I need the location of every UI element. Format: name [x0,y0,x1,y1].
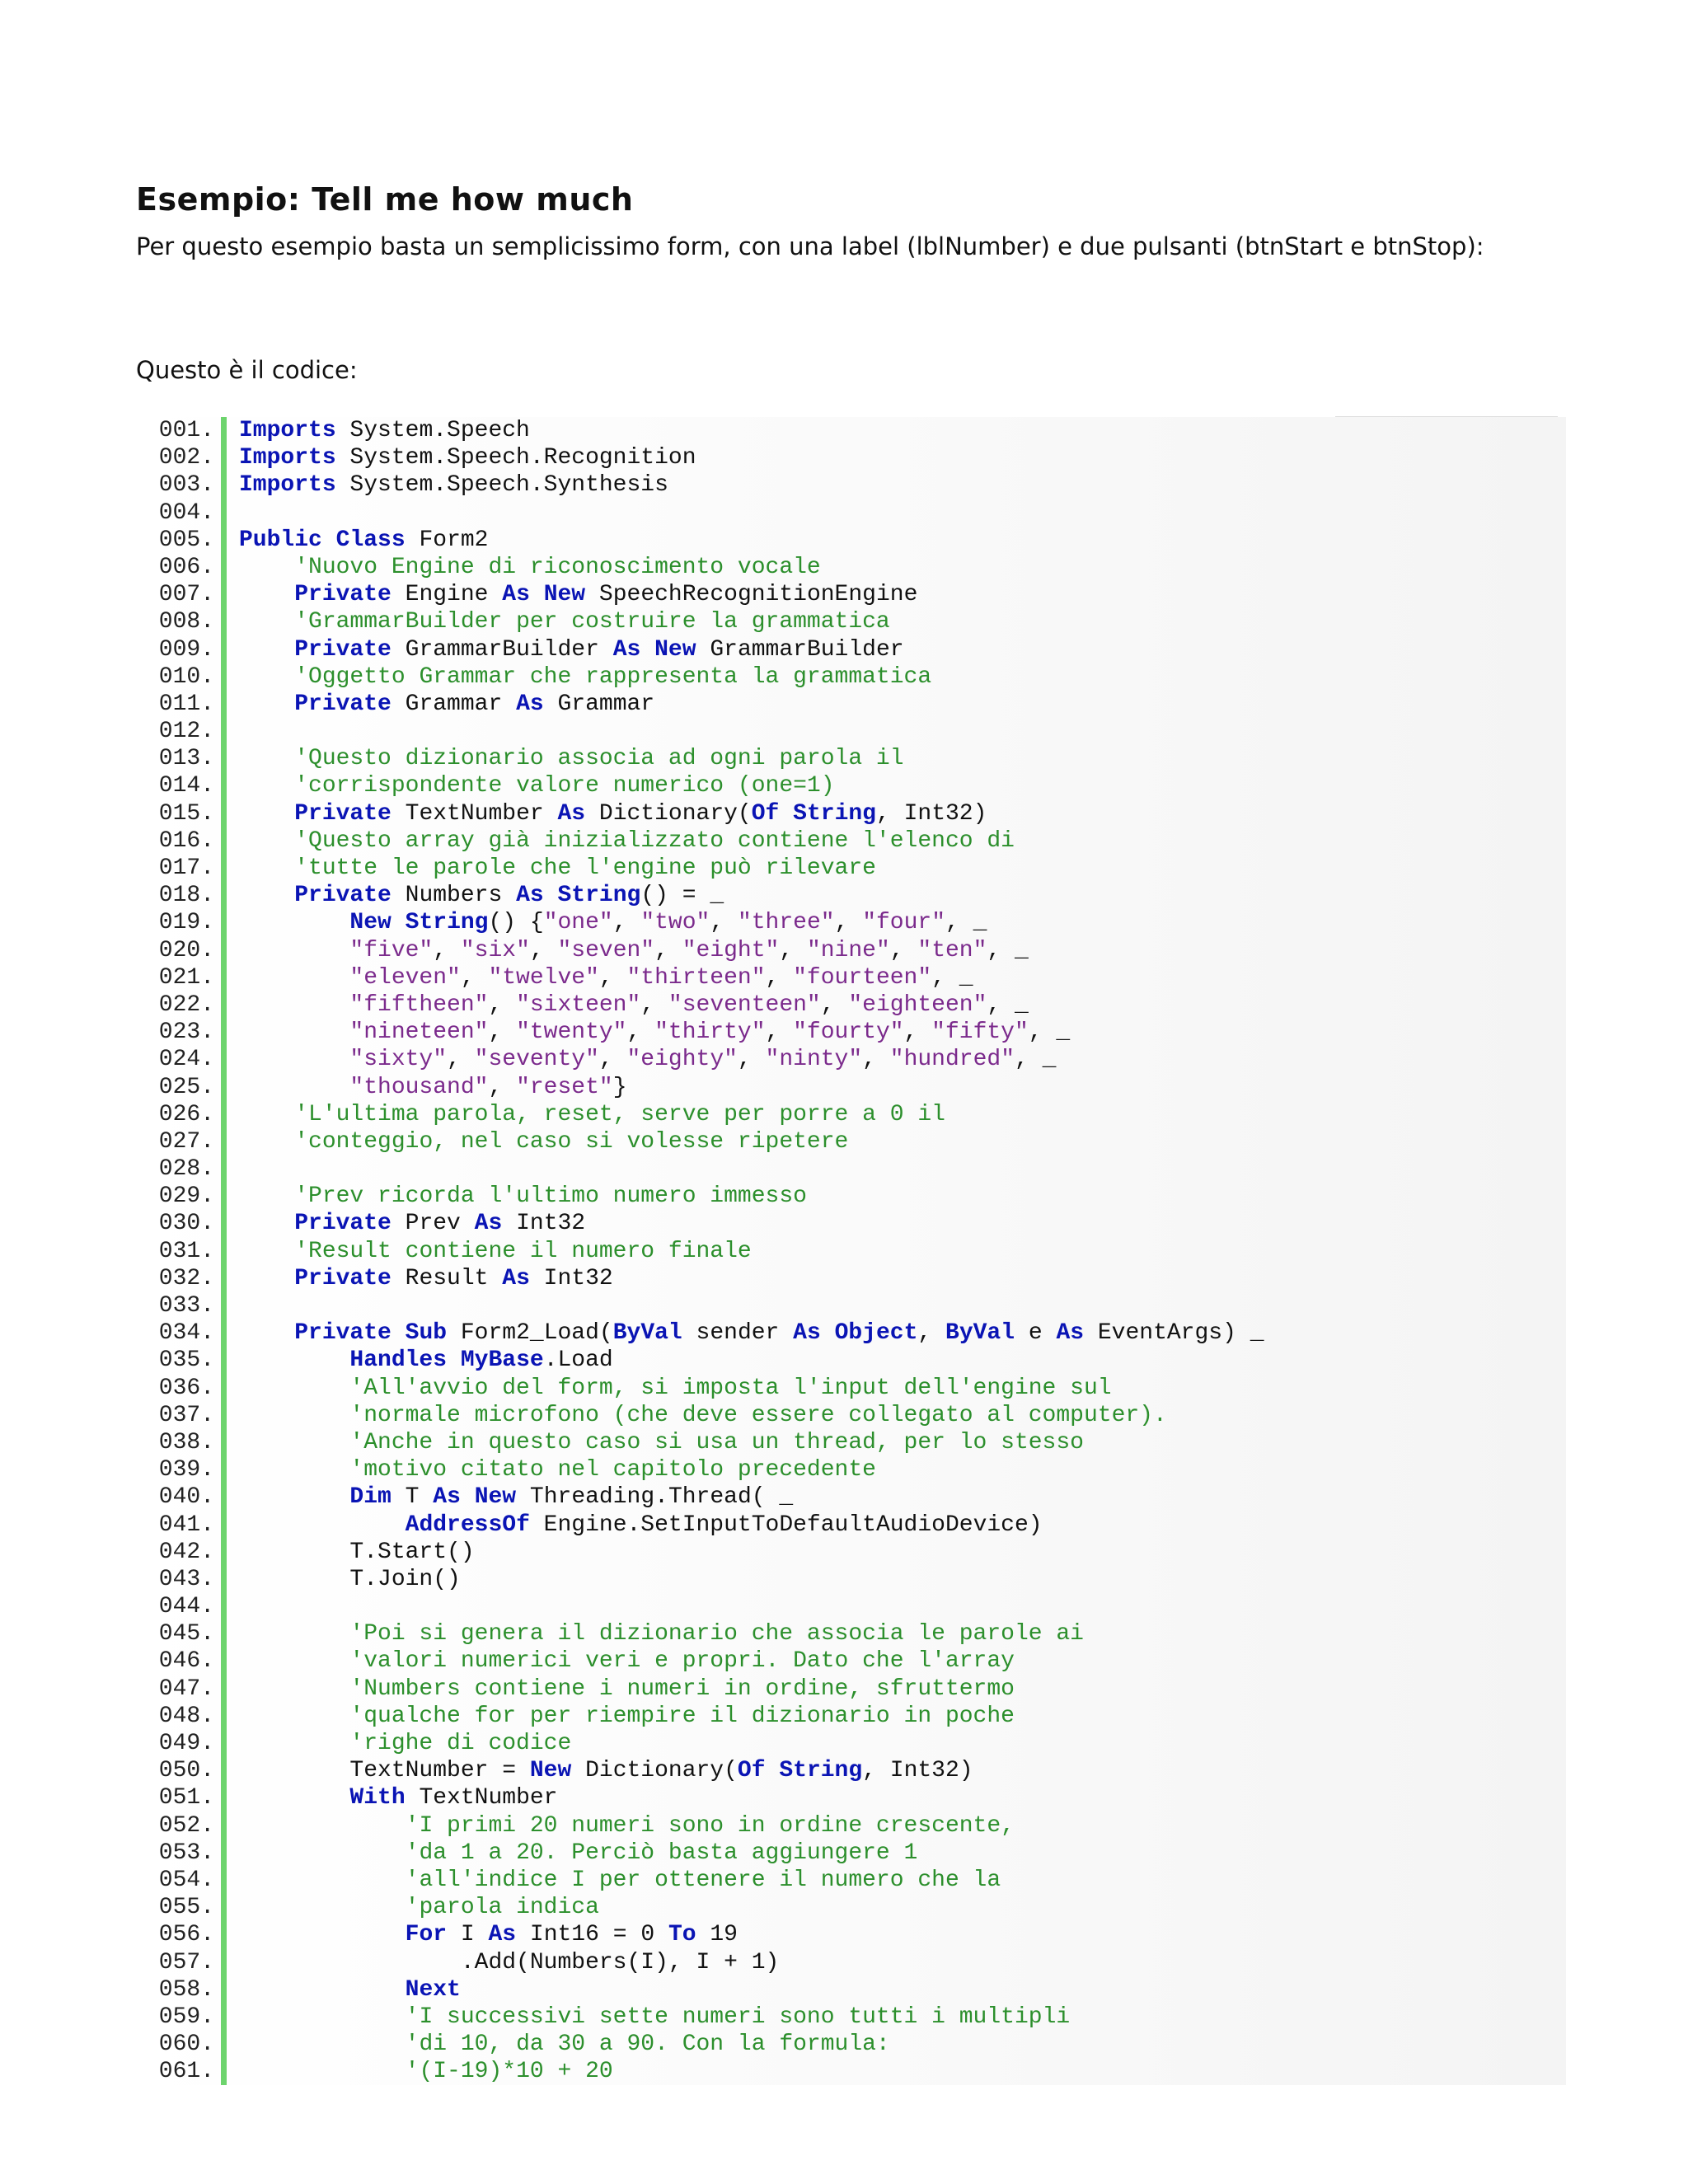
code-line [132,800,1566,827]
code-text: 'valori numerici veri e propri. Dato che l'array [349,1648,1015,1675]
code-line [132,1867,1566,1894]
code-text: 'All'avvio del form, si imposta l'input dell'engine sul [349,1375,1112,1401]
code-text: Imports System.Speech [239,418,530,443]
gutter-bar [221,1238,227,1265]
gutter-bar [221,1183,227,1210]
code-line [132,1128,1566,1155]
code-line [132,691,1566,718]
code-text: 'normale microfono (che deve essere collegato al computer). [349,1402,1167,1428]
line-number: 048. [158,1703,214,1729]
line-number: 044. [158,1594,214,1620]
code-text: Private Sub Form2_Load(ByVal sender As Object, ByVal e As EventArgs) _ [294,1320,1264,1347]
gutter-bar [221,471,227,499]
code-line [132,1812,1566,1840]
code-text: 'di 10, da 30 a 90. Con la formula: [405,2032,890,2058]
code-text: New String() {"one", "two", "three", "four", _ [349,910,987,936]
gutter-bar [221,1976,227,2004]
line-number: 021. [158,964,214,991]
line-number: 020. [158,937,214,963]
code-text: 'GrammarBuilder per costruire la grammatica [294,609,890,635]
line-number: 027. [158,1128,214,1155]
gutter-bar [221,855,227,882]
line-number: 022. [158,991,214,1018]
gutter-bar [221,718,227,745]
section-heading: Esempio: Tell me how much [136,181,634,218]
code-line [132,855,1566,882]
code-line [132,2031,1566,2058]
gutter-bar [221,1347,227,1374]
line-number: 015. [158,800,214,827]
code-text: "eleven", "twelve", "thirteen", "fourteen", _ [349,964,973,991]
line-number: 059. [158,2004,214,2030]
code-intro-text: Questo è il codice: [136,356,358,384]
gutter-bar [221,663,227,691]
line-number: 016. [158,827,214,854]
line-number: 014. [158,773,214,799]
code-line [132,608,1566,635]
line-number: 036. [158,1375,214,1401]
code-text: "sixty", "seventy", "eighty", "ninty", "hundred", _ [349,1047,1057,1073]
code-line [132,1647,1566,1675]
code-line [132,1511,1566,1539]
gutter-bar [221,417,227,444]
line-number: 012. [158,719,214,745]
line-number: 007. [158,582,214,608]
code-line [132,1593,1566,1620]
line-number: 028. [158,1156,214,1183]
code-line [132,554,1566,581]
code-text: Private Numbers As String() = _ [294,883,724,909]
code-text: "thousand", "reset"} [349,1074,627,1100]
gutter-bar [221,1292,227,1319]
line-number: 001. [158,418,214,443]
gutter-bar [221,745,227,772]
line-number: 009. [158,636,214,663]
line-number: 039. [158,1457,214,1483]
code-line [132,1840,1566,1867]
line-number: 025. [158,1074,214,1100]
line-number: 061. [158,2059,214,2085]
line-number: 056. [158,1922,214,1948]
code-text: 'tutte le parole che l'engine può rilevare [294,855,876,881]
line-number: 010. [158,663,214,690]
line-number: 053. [158,1840,214,1866]
code-listing [132,417,1566,2085]
gutter-bar [221,1046,227,1073]
line-number: 033. [158,1293,214,1319]
gutter-bar [221,554,227,581]
code-text: For I As Int16 = 0 To 19 [405,1922,738,1948]
code-text: 'righe di codice [349,1731,572,1756]
code-text: 'da 1 a 20. Perciò basta aggiungere 1 [405,1840,918,1866]
code-line [132,1238,1566,1265]
code-line [132,1730,1566,1757]
code-text: Private GrammarBuilder As New GrammarBuilder [294,636,904,663]
code-text: 'Nuovo Engine di riconoscimento vocale [294,554,821,580]
code-text: 'motivo citato nel capitolo precedente [349,1457,876,1483]
code-text: AddressOf Engine.SetInputToDefaultAudioDevice) [405,1511,1043,1538]
code-text: 'Questo dizionario associa ad ogni parola il [294,746,904,772]
code-line [132,1265,1566,1292]
line-number: 047. [158,1675,214,1702]
gutter-bar [221,1867,227,1894]
line-number: 013. [158,746,214,772]
code-text: Dim T As New Threading.Thread( _ [349,1484,794,1511]
gutter-bar [221,1566,227,1593]
code-line [132,1155,1566,1183]
gutter-bar [221,691,227,718]
line-number: 051. [158,1785,214,1811]
code-line [132,718,1566,745]
code-text: 'Prev ricorda l'ultimo numero immesso [294,1183,807,1210]
line-number: 018. [158,883,214,909]
code-line [132,2058,1566,2085]
gutter-bar [221,772,227,799]
code-line [132,1921,1566,1948]
line-number: 003. [158,472,214,499]
line-number: 046. [158,1648,214,1675]
gutter-bar [221,1730,227,1757]
code-line [132,745,1566,772]
code-text: Next [405,1976,461,2003]
code-text: 'Poi si genera il dizionario che associa le parole ai [349,1621,1084,1647]
code-text: TextNumber = New Dictionary(Of String, Int32) [239,1758,973,1784]
gutter-bar [221,1375,227,1402]
gutter-bar [221,608,227,635]
line-number: 058. [158,1976,214,2003]
code-text: 'all'indice I per ottenere il numero che la [405,1867,1001,1893]
line-number: 008. [158,609,214,635]
code-text: 'Numbers contiene i numeri in ordine, sfruttermo [349,1675,1015,1702]
line-number: 031. [158,1238,214,1264]
line-number: 032. [158,1265,214,1291]
code-text: 'conteggio, nel caso si volesse ripetere [294,1128,849,1155]
code-text: Private TextNumber As Dictionary(Of String, Int32) [294,800,987,827]
gutter-bar [221,1675,227,1703]
line-number: 037. [158,1402,214,1428]
code-text: 'I successivi sette numeri sono tutti i multipli [405,2004,1071,2030]
code-line [132,636,1566,663]
code-text: "five", "six", "seven", "eight", "nine", "ten", _ [349,937,1029,963]
code-text: T.Join() [239,1566,461,1592]
gutter-bar [221,1155,227,1183]
line-number: 017. [158,855,214,881]
line-number: 026. [158,1101,214,1127]
code-line [132,1784,1566,1811]
code-line [132,827,1566,855]
line-number: 043. [158,1566,214,1592]
code-line [132,1703,1566,1730]
line-number: 019. [158,910,214,936]
line-number: 049. [158,1731,214,1756]
code-line [132,1483,1566,1511]
gutter-bar [221,1265,227,1292]
code-line [132,1074,1566,1101]
gutter-bar [221,964,227,991]
line-number: 040. [158,1484,214,1511]
gutter-bar [221,1210,227,1237]
code-line [132,772,1566,799]
code-line [132,1347,1566,1374]
gutter-bar [221,499,227,527]
gutter-bar [221,909,227,936]
gutter-bar [221,1019,227,1046]
line-number: 054. [158,1867,214,1893]
gutter-bar [221,827,227,855]
code-line [132,2004,1566,2031]
code-line [132,1019,1566,1046]
line-number: 038. [158,1429,214,1455]
gutter-bar [221,800,227,827]
code-text: 'Questo array già inizializzato contiene l'elenco di [294,827,1015,854]
line-number: 006. [158,554,214,580]
line-number: 055. [158,1895,214,1921]
code-text: 'parola indica [405,1895,599,1921]
line-number: 034. [158,1320,214,1347]
gutter-bar [221,1483,227,1511]
code-text: Private Grammar As Grammar [294,691,655,717]
gutter-bar [221,1647,227,1675]
gutter-bar [221,1593,227,1620]
gutter-bar [221,2031,227,2058]
code-text: Public Class Form2 [239,527,489,553]
code-line [132,527,1566,554]
gutter-bar [221,1319,227,1347]
line-number: 041. [158,1511,214,1538]
code-line [132,964,1566,991]
gutter-bar [221,1812,227,1840]
line-number: 060. [158,2032,214,2058]
code-line [132,1101,1566,1128]
gutter-bar [221,1128,227,1155]
intro-paragraph: Per questo esempio basta un semplicissimo form, con una label (lblNumber) e due pulsanti (btnStart e btnStop): [136,232,1484,260]
code-text: T.Start() [239,1539,475,1565]
gutter-bar [221,882,227,909]
code-line [132,581,1566,608]
code-line [132,1210,1566,1237]
gutter-bar [221,1101,227,1128]
code-line [132,1402,1566,1429]
code-text: Imports System.Speech.Synthesis [239,472,668,499]
code-text: With TextNumber [349,1785,558,1811]
code-text: "nineteen", "twenty", "thirty", "fourty", "fifty", _ [349,1019,1071,1046]
gutter-bar [221,1703,227,1730]
code-text: 'qualche for per riempire il dizionario in poche [349,1703,1015,1729]
gutter-bar [221,1921,227,1948]
code-line [132,444,1566,471]
code-text: Handles MyBase.Load [349,1347,613,1374]
line-number: 005. [158,527,214,553]
code-text: Private Prev As Int32 [294,1211,586,1237]
gutter-bar [221,527,227,554]
gutter-bar [221,937,227,964]
line-number: 045. [158,1621,214,1647]
gutter-bar [221,1840,227,1867]
code-text: 'L'ultima parola, reset, serve per porre a 0 il [294,1101,945,1127]
code-line [132,1456,1566,1483]
line-number: 042. [158,1539,214,1565]
code-text: 'corrispondente valore numerico (one=1) [294,773,835,799]
code-text: 'Anche in questo caso si usa un thread, per lo stesso [349,1429,1084,1455]
code-line [132,937,1566,964]
code-text: 'Result contiene il numero finale [294,1238,752,1264]
code-line [132,1183,1566,1210]
gutter-bar [221,2004,227,2031]
code-line [132,882,1566,909]
code-line [132,909,1566,936]
line-number: 004. [158,499,214,526]
code-line [132,1539,1566,1566]
gutter-bar [221,444,227,471]
code-text: 'Oggetto Grammar che rappresenta la grammatica [294,663,932,690]
code-line [132,1046,1566,1073]
code-line [132,1429,1566,1456]
code-line [132,1292,1566,1319]
gutter-bar [221,1949,227,1976]
code-line [132,417,1566,444]
gutter-bar [221,1074,227,1101]
code-text: Private Result As Int32 [294,1265,613,1291]
line-number: 035. [158,1347,214,1374]
code-text: "fiftheen", "sixteen", "seventeen", "eighteen", _ [349,991,1029,1018]
code-line [132,1894,1566,1921]
line-number: 050. [158,1758,214,1784]
gutter-bar [221,636,227,663]
gutter-bar [221,1539,227,1566]
code-line [132,1620,1566,1647]
line-number: 023. [158,1019,214,1046]
gutter-bar [221,1511,227,1539]
gutter-bar [221,1429,227,1456]
code-text: Imports System.Speech.Recognition [239,445,696,471]
code-line [132,1375,1566,1402]
line-number: 057. [158,1949,214,1975]
line-number: 002. [158,445,214,471]
code-line [132,471,1566,499]
line-number: 024. [158,1047,214,1073]
code-line [132,663,1566,691]
code-line [132,1319,1566,1347]
code-line [132,1566,1566,1593]
gutter-bar [221,2058,227,2085]
gutter-bar [221,1456,227,1483]
code-text: 'I primi 20 numeri sono in ordine crescente, [405,1812,1015,1839]
code-line [132,1757,1566,1784]
code-text: Private Engine As New SpeechRecognitionEngine [294,582,918,608]
line-number: 030. [158,1211,214,1237]
gutter-bar [221,991,227,1019]
gutter-bar [221,581,227,608]
code-line [132,1976,1566,2004]
gutter-bar [221,1894,227,1921]
gutter-bar [221,1402,227,1429]
line-number: 029. [158,1183,214,1210]
code-text: '(I-19)*10 + 20 [405,2059,613,2085]
gutter-bar [221,1757,227,1784]
gutter-bar [221,1784,227,1811]
code-line [132,1949,1566,1976]
line-number: 011. [158,691,214,717]
code-text: .Add(Numbers(I), I + 1) [239,1949,780,1975]
code-line [132,1675,1566,1703]
line-number: 052. [158,1812,214,1839]
code-line [132,499,1566,527]
code-line [132,991,1566,1019]
gutter-bar [221,1620,227,1647]
